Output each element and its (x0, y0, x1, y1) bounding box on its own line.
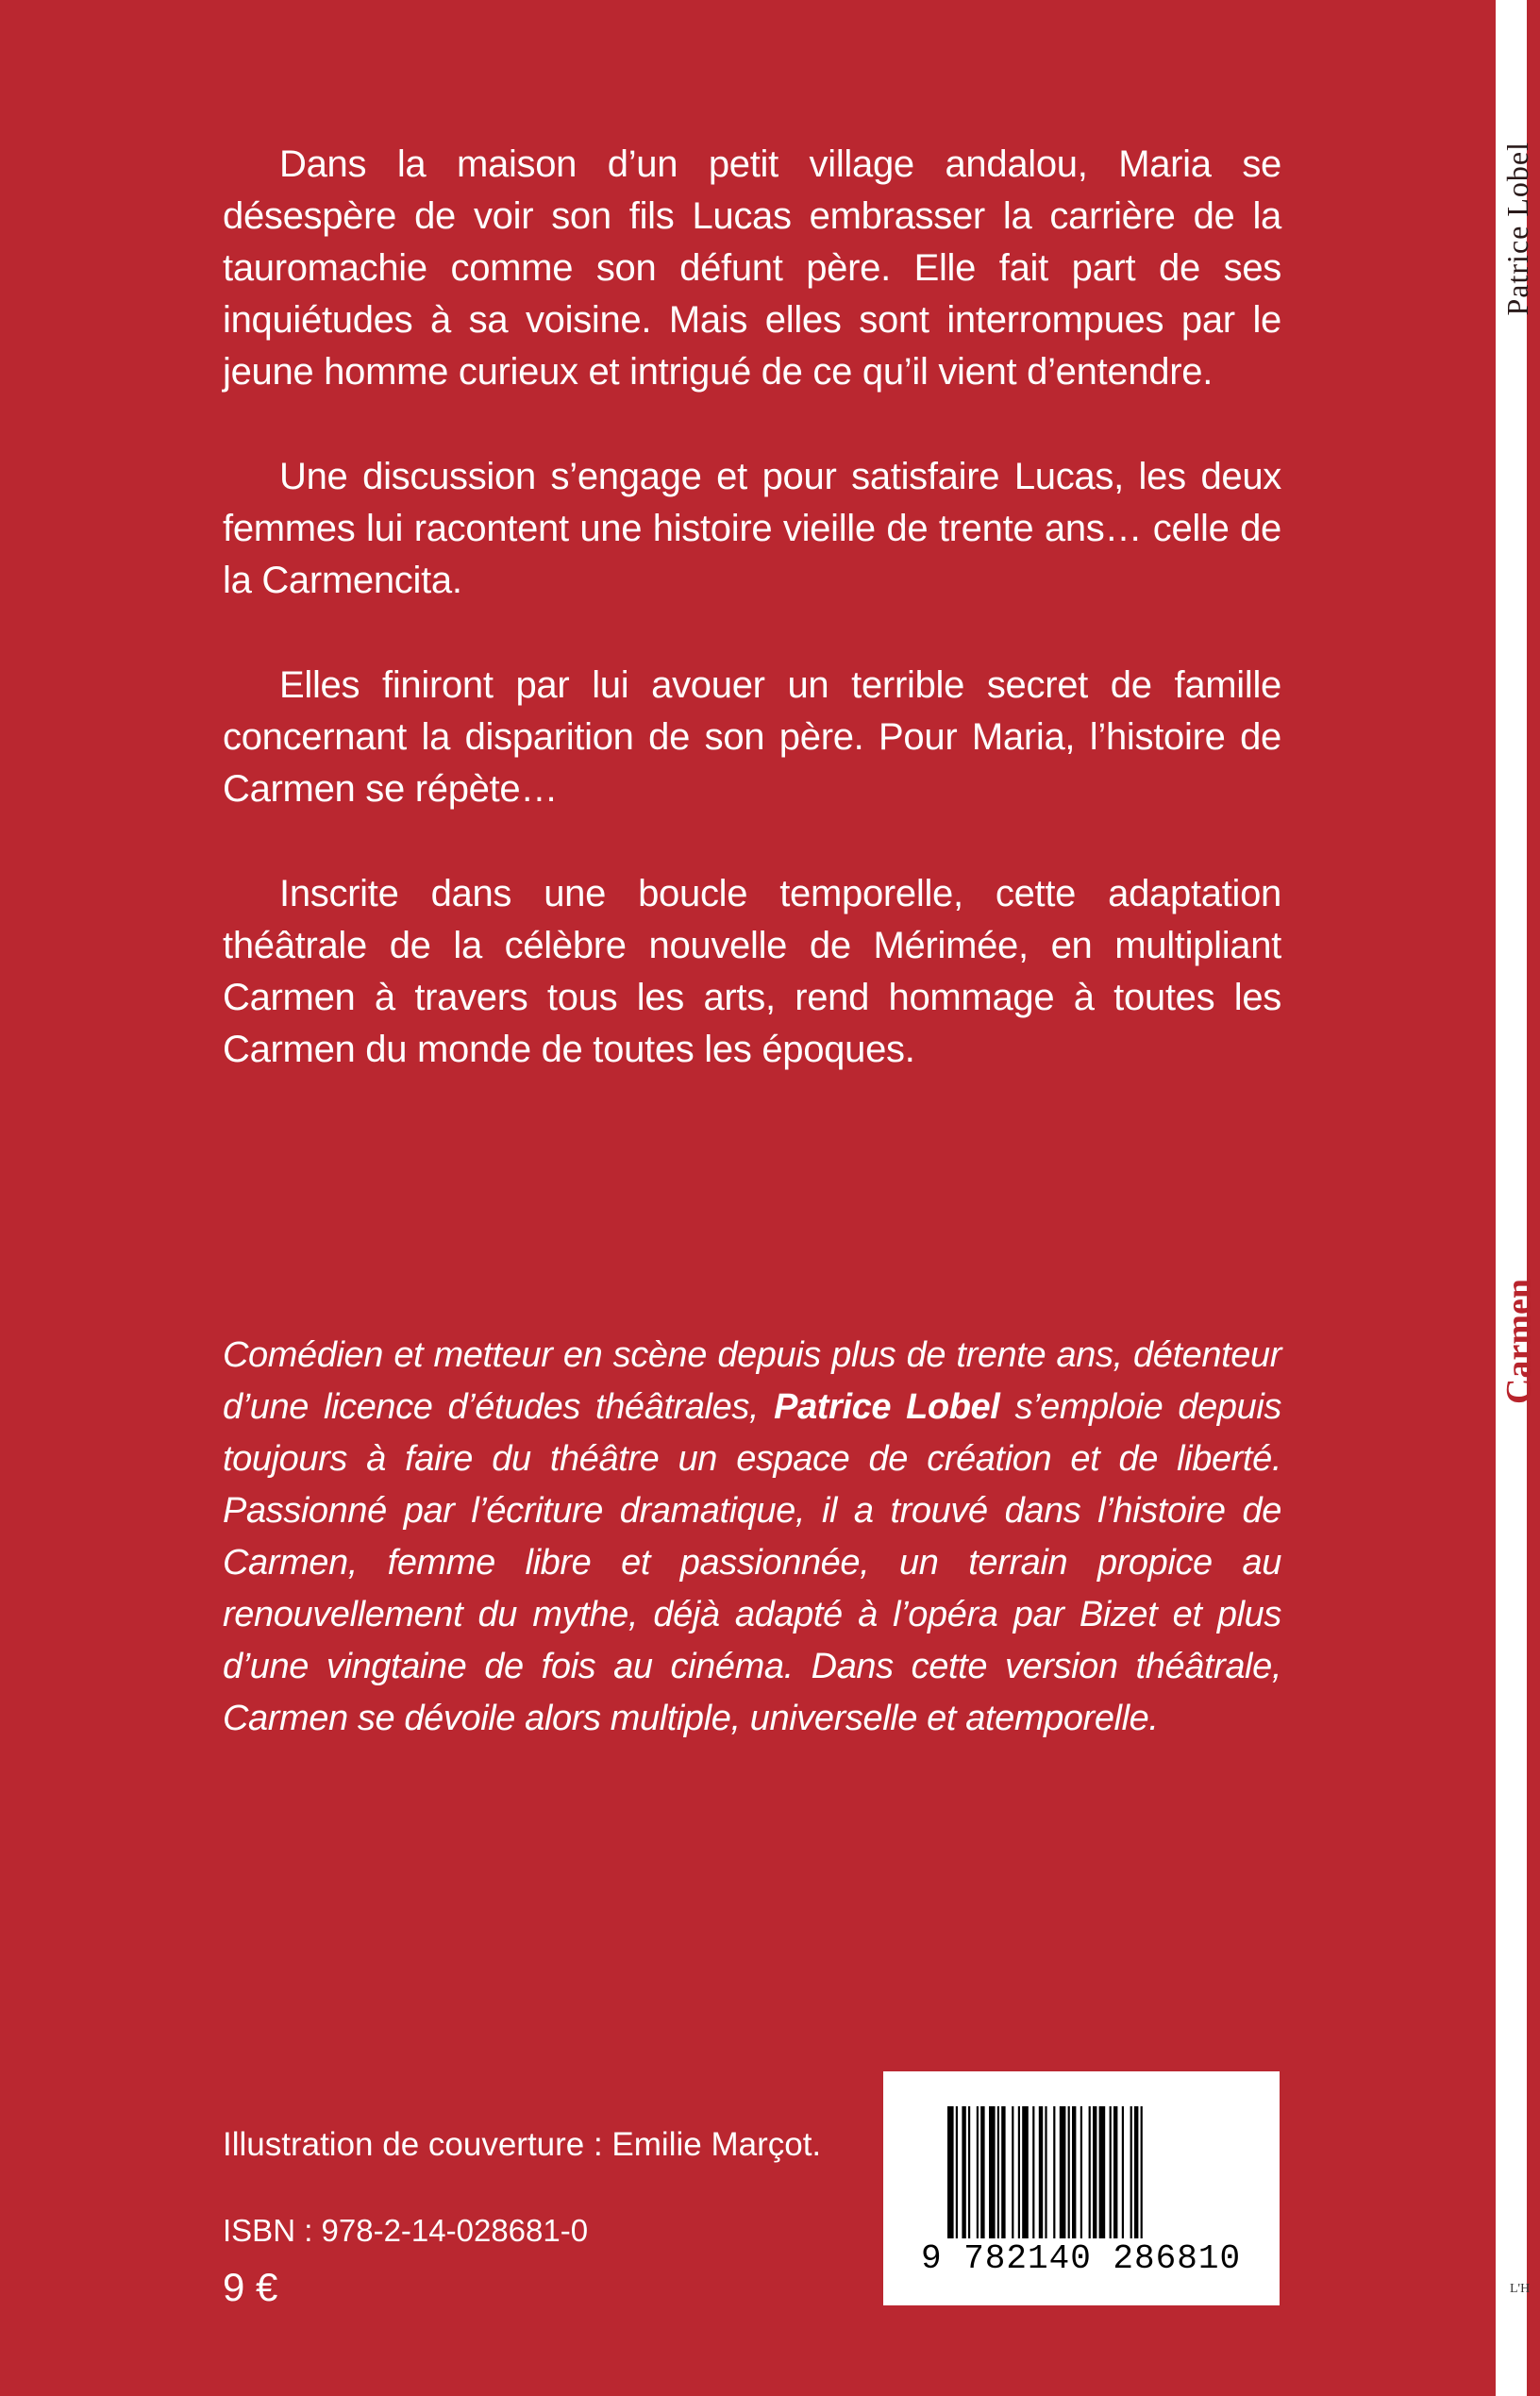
barcode-bar (1012, 2106, 1013, 2238)
barcode (883, 2071, 1280, 2305)
barcode-bar (1068, 2106, 1070, 2238)
barcode-bar (1113, 2106, 1117, 2238)
barcode-digits: 9 782140 286810 (921, 2239, 1242, 2278)
spine-author: Patrice Lobel (1500, 142, 1534, 316)
barcode-bar (956, 2106, 958, 2238)
synopsis-paragraph-4: Inscrite dans une boucle temporelle, cette adaptation théâtrale de la célèbre nouvelle de Mérimée, en multipliant Carmen à travers tous les arts, rend hommage à toutes les Carmen du monde de toutes les époques. (223, 873, 1281, 1070)
barcode-bar (977, 2106, 979, 2238)
barcode-bar (968, 2106, 970, 2238)
illustration-credit: Illustration de couverture : Emilie Marçot. (223, 2126, 822, 2163)
spine (1496, 0, 1527, 2396)
barcode-bar (1080, 2106, 1082, 2238)
barcode-bar (1053, 2106, 1055, 2238)
barcode-bar (1045, 2106, 1046, 2238)
publisher-logo: L'H (1510, 2282, 1531, 2296)
barcode-bar (1093, 2106, 1096, 2238)
barcode-bar (1032, 2106, 1034, 2238)
price: 9 € (223, 2265, 278, 2309)
synopsis-paragraph-1: Dans la maison d’un petit village andalou, Maria se désespère de voir son fils Lucas embrasser la carrière de la tauromachie comme son défunt père. Elle fait part de ses inquiétudes à sa voisine. Mais elles sont interrompues par le jeune homme curieux et intrigué de ce qu’il vient d’entendre. (223, 143, 1281, 393)
barcode-bar (1039, 2106, 1043, 2238)
barcode-bar (947, 2106, 954, 2238)
barcode-bar (1134, 2106, 1138, 2238)
barcode-bar (1072, 2106, 1076, 2238)
barcode-bar (1099, 2106, 1106, 2238)
author-biography (223, 1330, 1281, 1745)
barcode-bar (1001, 2106, 1005, 2238)
barcode-bar (980, 2106, 984, 2238)
barcode-bar (1018, 2106, 1020, 2238)
isbn: ISBN : 978-2-14-028681-0 (223, 2213, 589, 2248)
synopsis (223, 139, 1281, 1129)
barcode-bar (997, 2106, 999, 2238)
barcode-bar (1122, 2106, 1124, 2238)
synopsis-paragraph-2: Une discussion s’engage et pour satisfaire Lucas, les deux femmes lui racontent une histoire vieille de trente ans… celle de la Carmencita. (223, 456, 1281, 601)
spine-title: Carmen (1499, 1279, 1539, 1404)
barcode-bar (1089, 2106, 1091, 2238)
barcode-bars (947, 2106, 1215, 2238)
barcode-bar (1130, 2106, 1132, 2238)
bio-text-start: Comédien et metteur en scène depuis plus de trente ans, détenteur d’une licence d’études théâtrales, (223, 1335, 1281, 1427)
synopsis-paragraph-3: Elles finiront par lui avouer un terrible secret de famille concernant la disparition de son père. Pour Maria, l’histoire de Carmen se répète… (223, 664, 1281, 810)
barcode-bar (1060, 2106, 1066, 2238)
barcode-bar (1022, 2106, 1029, 2238)
barcode-bar (1110, 2106, 1112, 2238)
barcode-bar (1141, 2106, 1143, 2238)
barcode-bar (989, 2106, 996, 2238)
bio-text-end: s’emploie depuis toujours à faire du théâtre un espace de création et de liberté. Passionné par l’écriture dramatique, il a trouvé dans l’histoire de Carmen, femme libre et passionnée, un terrain propice au renouvellement du mythe, déjà adapté à l’opéra par Bizet et plus d’une vingtaine de fois au cinéma. Dans cette version théâtrale, Carmen se dévoile alors multiple, universelle et atemporelle. (223, 1387, 1282, 1738)
barcode-bar (962, 2106, 965, 2238)
author-name: Patrice Lobel (774, 1387, 1000, 1427)
